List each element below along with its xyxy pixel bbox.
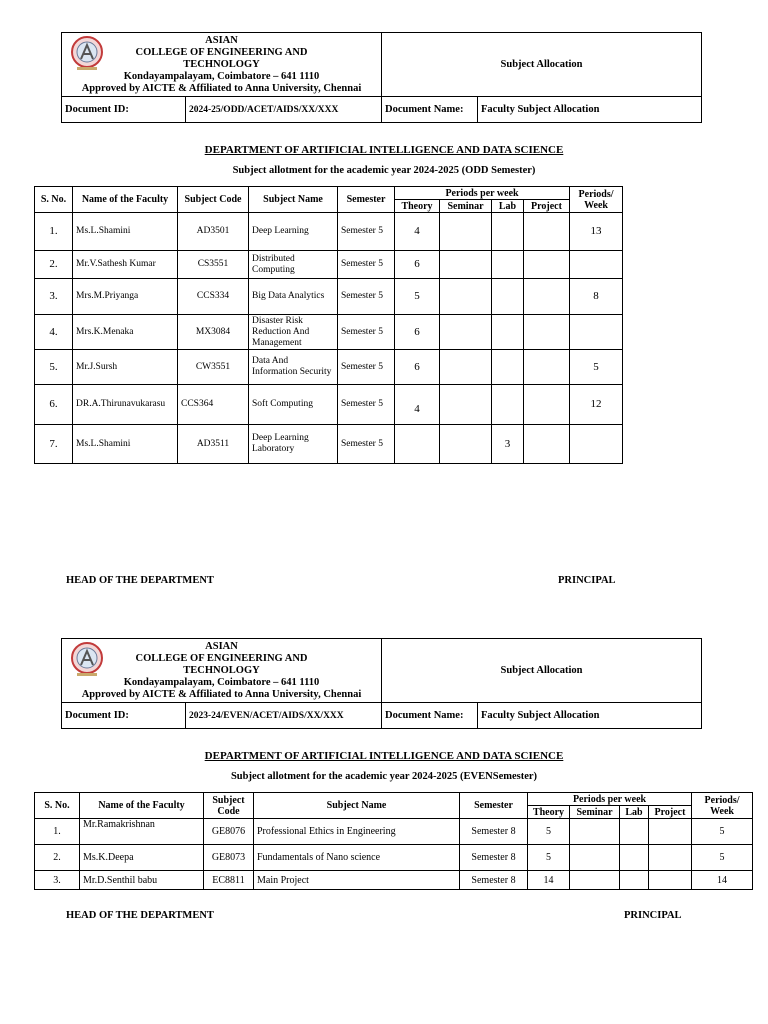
cell-code: AD3501 xyxy=(178,213,249,251)
cell-subject: Big Data Analytics xyxy=(249,279,338,315)
cell-lab xyxy=(620,819,649,845)
department-title-even: DEPARTMENT OF ARTIFICIAL INTELLIGENCE AND DATA SCIENCE xyxy=(204,750,564,762)
col-project: Project xyxy=(524,200,570,213)
cell-lab xyxy=(492,251,524,279)
document-name-value: Faculty Subject Allocation xyxy=(478,97,702,123)
cell-semester: Semester 5 xyxy=(338,385,395,425)
table-row xyxy=(35,315,623,350)
document-name-label: Document Name: xyxy=(382,703,478,729)
cell-total: 12 xyxy=(570,385,623,425)
academic-year-odd: Subject allotment for the academic year 2024-2025 (ODD Semester) xyxy=(232,165,536,176)
col-lab: Lab xyxy=(620,806,649,819)
academic-year-even: Subject allotment for the academic year 2024-2025 (EVENSemester) xyxy=(230,771,538,782)
table-row xyxy=(35,819,753,845)
document-id-label: Document ID: xyxy=(62,703,186,729)
table-row xyxy=(35,279,623,315)
col-sno: S. No. xyxy=(35,793,80,819)
col-code: Subject Code xyxy=(178,187,249,213)
college-line1: ASIAN xyxy=(205,34,238,46)
cell-semester: Semester 5 xyxy=(338,315,395,350)
cell-seminar xyxy=(570,845,620,871)
col-semester: Semester xyxy=(338,187,395,213)
cell-faculty: DR.A.Thirunavukarasu xyxy=(73,385,178,425)
col-subject: Subject Name xyxy=(254,793,460,819)
cell-lab xyxy=(492,350,524,385)
cell-lab xyxy=(492,213,524,251)
college-line2: COLLEGE OF ENGINEERING AND xyxy=(135,46,308,58)
cell-lab xyxy=(620,845,649,871)
cell-code: CCS364 xyxy=(178,385,249,425)
cell-total xyxy=(570,425,623,464)
cell-project xyxy=(649,845,692,871)
cell-sno: 1. xyxy=(35,819,80,845)
even-allocation-table xyxy=(34,792,753,890)
cell-project xyxy=(524,251,570,279)
cell-sno: 3. xyxy=(35,871,80,890)
college-info xyxy=(62,639,382,703)
cell-theory: 5 xyxy=(395,279,440,315)
cell-code: MX3084 xyxy=(178,315,249,350)
cell-theory: 4 xyxy=(395,213,440,251)
cell-total xyxy=(570,315,623,350)
cell-faculty: Mrs.M.Priyanga xyxy=(73,279,178,315)
col-theory: Theory xyxy=(528,806,570,819)
college-logo-icon xyxy=(68,642,106,678)
cell-subject: Distributed Computing xyxy=(249,251,338,279)
cell-faculty: Ms.L.Shamini xyxy=(73,213,178,251)
table-row xyxy=(35,350,623,385)
principal-signature-even: PRINCIPAL xyxy=(624,910,682,921)
cell-total: 8 xyxy=(570,279,623,315)
cell-sno: 2. xyxy=(35,251,73,279)
col-theory: Theory xyxy=(395,200,440,213)
document-id-value: 2023-24/EVEN/ACET/AIDS/XX/XXX xyxy=(186,703,382,729)
cell-semester: Semester 5 xyxy=(338,425,395,464)
cell-lab: 3 xyxy=(492,425,524,464)
cell-seminar xyxy=(570,871,620,890)
header-box-odd xyxy=(61,32,702,123)
college-approval: Approved by AICTE & Affiliated to Anna University, Chennai xyxy=(81,82,362,94)
cell-theory: 6 xyxy=(395,315,440,350)
cell-subject: Disaster Risk Reduction And Management xyxy=(249,315,338,350)
col-semester: Semester xyxy=(460,793,528,819)
college-address: Kondayampalayam, Coimbatore – 641 1110 xyxy=(123,676,320,688)
cell-seminar xyxy=(440,350,492,385)
cell-project xyxy=(649,871,692,890)
cell-code: CW3551 xyxy=(178,350,249,385)
col-periods-week: Periods/ Week xyxy=(570,187,623,213)
col-periods-per-week: Periods per week xyxy=(395,187,570,200)
cell-subject: Main Project xyxy=(254,871,460,890)
college-address: Kondayampalayam, Coimbatore – 641 1110 xyxy=(123,70,320,82)
cell-lab xyxy=(492,279,524,315)
document-name-label: Document Name: xyxy=(382,97,478,123)
cell-seminar xyxy=(440,425,492,464)
cell-faculty: Ms.K.Deepa xyxy=(80,845,204,871)
cell-code: GE8076 xyxy=(204,819,254,845)
cell-semester: Semester 5 xyxy=(338,350,395,385)
cell-total: 13 xyxy=(570,213,623,251)
col-periods-week: Periods/ Week xyxy=(692,793,753,819)
table-row xyxy=(35,251,623,279)
cell-project xyxy=(524,385,570,425)
col-faculty: Name of the Faculty xyxy=(73,187,178,213)
cell-sno: 4. xyxy=(35,315,73,350)
cell-theory: 5 xyxy=(528,845,570,871)
college-logo-icon xyxy=(68,36,106,72)
cell-code: EC8811 xyxy=(204,871,254,890)
table-row xyxy=(35,385,623,425)
cell-theory: 5 xyxy=(528,819,570,845)
cell-semester: Semester 8 xyxy=(460,871,528,890)
cell-semester: Semester 5 xyxy=(338,213,395,251)
cell-subject: Soft Computing xyxy=(249,385,338,425)
cell-project xyxy=(649,819,692,845)
col-code: Subject Code xyxy=(204,793,254,819)
cell-theory: 4 xyxy=(395,385,440,425)
cell-project xyxy=(524,315,570,350)
cell-seminar xyxy=(440,251,492,279)
college-line3: TECHNOLOGY xyxy=(183,58,260,70)
cell-subject: Deep Learning Laboratory xyxy=(249,425,338,464)
cell-sno: 2. xyxy=(35,845,80,871)
cell-semester: Semester 8 xyxy=(460,845,528,871)
header-box-even xyxy=(61,638,702,729)
cell-semester: Semester 8 xyxy=(460,819,528,845)
cell-code: GE8073 xyxy=(204,845,254,871)
col-seminar: Seminar xyxy=(570,806,620,819)
col-project: Project xyxy=(649,806,692,819)
odd-allocation-table xyxy=(34,186,623,464)
cell-code: CCS334 xyxy=(178,279,249,315)
col-lab: Lab xyxy=(492,200,524,213)
cell-subject: Fundamentals of Nano science xyxy=(254,845,460,871)
cell-faculty: Mrs.K.Menaka xyxy=(73,315,178,350)
cell-faculty: Mr.Ramakrishnan xyxy=(80,819,204,845)
cell-project xyxy=(524,425,570,464)
cell-total: 5 xyxy=(570,350,623,385)
cell-subject: Deep Learning xyxy=(249,213,338,251)
cell-faculty: Mr.J.Sursh xyxy=(73,350,178,385)
document-id-value: 2024-25/ODD/ACET/AIDS/XX/XXX xyxy=(186,97,382,123)
cell-seminar xyxy=(440,279,492,315)
cell-faculty: Mr.V.Sathesh Kumar xyxy=(73,251,178,279)
subject-allocation-title: Subject Allocation xyxy=(382,639,702,703)
cell-seminar xyxy=(440,315,492,350)
col-sno: S. No. xyxy=(35,187,73,213)
table-row xyxy=(35,845,753,871)
department-title-odd: DEPARTMENT OF ARTIFICIAL INTELLIGENCE AND DATA SCIENCE xyxy=(204,144,564,156)
college-line3: TECHNOLOGY xyxy=(183,664,260,676)
cell-theory xyxy=(395,425,440,464)
col-faculty: Name of the Faculty xyxy=(80,793,204,819)
cell-sno: 1. xyxy=(35,213,73,251)
col-periods-per-week: Periods per week xyxy=(528,793,692,806)
cell-seminar xyxy=(570,819,620,845)
col-subject: Subject Name xyxy=(249,187,338,213)
college-info xyxy=(62,33,382,97)
cell-sno: 5. xyxy=(35,350,73,385)
document-name-value: Faculty Subject Allocation xyxy=(478,703,702,729)
cell-project xyxy=(524,350,570,385)
college-line1: ASIAN xyxy=(205,640,238,652)
cell-seminar xyxy=(440,385,492,425)
principal-signature-odd: PRINCIPAL xyxy=(558,575,616,586)
cell-subject: Professional Ethics in Engineering xyxy=(254,819,460,845)
cell-code: CS3551 xyxy=(178,251,249,279)
cell-sno: 7. xyxy=(35,425,73,464)
cell-faculty: Ms.L.Shamini xyxy=(73,425,178,464)
college-line2: COLLEGE OF ENGINEERING AND xyxy=(135,652,308,664)
college-approval: Approved by AICTE & Affiliated to Anna University, Chennai xyxy=(81,688,362,700)
cell-sno: 6. xyxy=(35,385,73,425)
cell-total: 5 xyxy=(692,845,753,871)
cell-seminar xyxy=(440,213,492,251)
cell-total: 14 xyxy=(692,871,753,890)
cell-semester: Semester 5 xyxy=(338,279,395,315)
col-seminar: Seminar xyxy=(440,200,492,213)
cell-semester: Semester 5 xyxy=(338,251,395,279)
cell-sno: 3. xyxy=(35,279,73,315)
cell-lab xyxy=(492,315,524,350)
cell-lab xyxy=(492,385,524,425)
cell-subject: Data And Information Security xyxy=(249,350,338,385)
cell-theory: 6 xyxy=(395,251,440,279)
hod-signature-odd: HEAD OF THE DEPARTMENT xyxy=(66,575,214,586)
cell-code: AD3511 xyxy=(178,425,249,464)
document-id-label: Document ID: xyxy=(62,97,186,123)
cell-faculty: Mr.D.Senthil babu xyxy=(80,871,204,890)
table-row xyxy=(35,425,623,464)
table-row xyxy=(35,213,623,251)
table-row xyxy=(35,871,753,890)
cell-lab xyxy=(620,871,649,890)
cell-theory: 14 xyxy=(528,871,570,890)
cell-project xyxy=(524,213,570,251)
cell-total xyxy=(570,251,623,279)
cell-theory: 6 xyxy=(395,350,440,385)
hod-signature-even: HEAD OF THE DEPARTMENT xyxy=(66,910,214,921)
cell-total: 5 xyxy=(692,819,753,845)
cell-project xyxy=(524,279,570,315)
subject-allocation-title: Subject Allocation xyxy=(382,33,702,97)
